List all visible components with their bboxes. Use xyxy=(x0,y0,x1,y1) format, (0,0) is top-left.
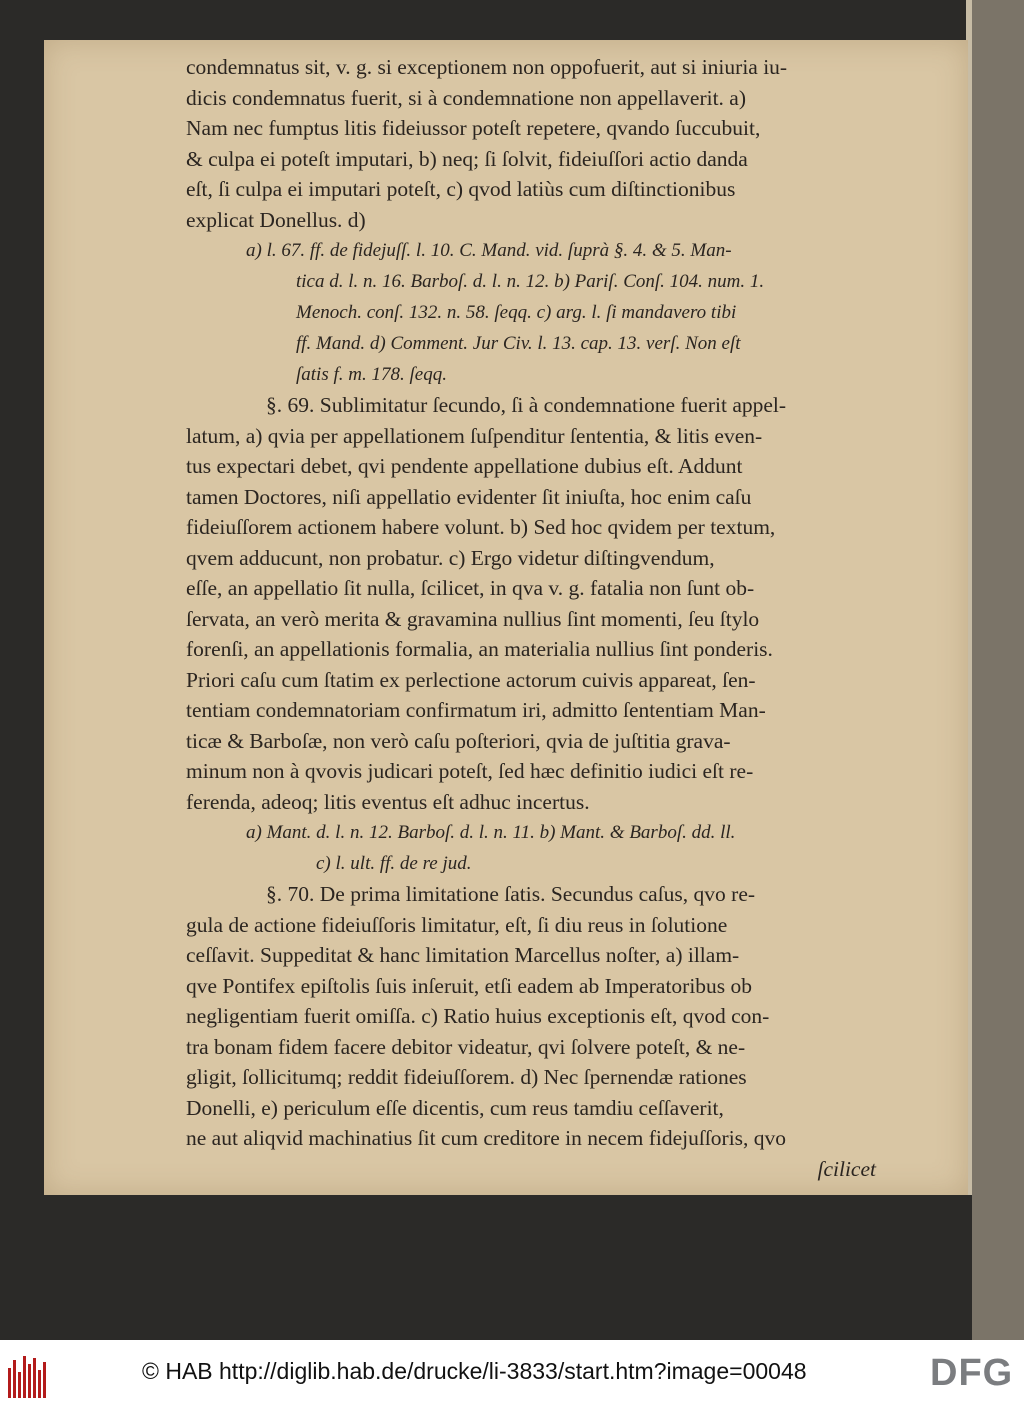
text-line: forenſi, an appellationis formalia, an materialia nullius ſint ponderis. xyxy=(186,637,773,661)
text-line: Nam nec fumptus litis fideiussor poteſt repetere, qvando ſuccubuit, xyxy=(186,116,761,140)
hab-logo-icon xyxy=(8,1354,48,1398)
text-line: eſt, ſi culpa ei imputari poteſt, c) qvod latiùs cum diſtinctionibus xyxy=(186,177,736,201)
section-heading-line: §. 70. De prima limitatione ſatis. Secundus caſus, qvo re- xyxy=(266,882,756,906)
text-line: explicat Donellus. d) xyxy=(186,207,366,232)
text-line: Donelli, e) periculum eſſe dicentis, cum reus tamdiu ceſſaverit, xyxy=(186,1095,724,1120)
footnotes-block-2 xyxy=(186,817,906,879)
text-line: ferenda, adeoq; litis eventus eſt adhuc incertus. xyxy=(186,789,590,814)
text-line: tentiam condemnatoriam confirmatum iri, admitto ſententiam Man- xyxy=(186,698,766,722)
text-line: dicis condemnatus fuerit, si à condemnatione non appellaverit. a) xyxy=(186,85,747,110)
footnote-line: a) l. 67. ff. de fidejuſſ. l. 10. C. Mand. vid. ſuprà §. 4. & 5. Man- xyxy=(246,240,732,261)
footnote-line: ff. Mand. d) Comment. Jur Civ. l. 13. cap. 13. verſ. Non eſt xyxy=(296,333,741,354)
text-line: negligentiam fuerit omiſſa. c) Ratio huius exceptionis eſt, qvod con- xyxy=(186,1004,770,1028)
text-line: tamen Doctores, niſi appellatio evidenter ſit iniuſta, hoc enim caſu xyxy=(186,484,752,509)
footnote-line: a) Mant. d. l. n. 12. Barboſ. d. l. n. 11. b) Mant. & Barboſ. dd. ll. xyxy=(246,822,736,843)
footnote-line: c) l. ult. ff. de re jud. xyxy=(316,853,472,874)
footnote-line: Menoch. conſ. 132. n. 58. ſeqq. c) arg. l. ſi mandavero tibi xyxy=(296,302,737,323)
dfg-logo: DFG xyxy=(930,1352,1014,1394)
text-line: gligit, ſollicitumq; reddit fideiuſſorem. d) Nec ſpernendæ rationes xyxy=(186,1065,747,1089)
text-line: qvem adducunt, non probatur. c) Ergo videtur diſtingvendum, xyxy=(186,545,715,570)
opening-paragraph xyxy=(186,52,906,235)
text-line: tra bonam fidem facere debitor videatur, qvi ſolvere poteſt, & ne- xyxy=(186,1034,746,1059)
footnote-line: ſatis f. m. 178. ſeqq. xyxy=(296,364,447,385)
footnote-line: tica d. l. n. 16. Barboſ. d. l. n. 12. b) Pariſ. Conſ. 104. num. 1. xyxy=(296,271,765,292)
text-line: ceſſavit. Suppeditat & hanc limitation Marcellus noſter, a) illam- xyxy=(186,943,740,967)
scan-board-edge xyxy=(972,0,1024,1340)
section-heading-line: §. 69. Sublimitatur ſecundo, ſi à condemnatione fuerit appel- xyxy=(266,393,787,417)
text-line: minum non à qvovis judicari poteſt, ſed hæc definitio iudici eſt re- xyxy=(186,759,754,783)
text-line: ne aut aliqvid machinatius ſit cum creditore in necem fidejuſſoris, qvo xyxy=(186,1126,787,1150)
text-line: ticæ & Barboſæ, non verò caſu poſteriori, qvia de juſtitia grava- xyxy=(186,728,731,753)
text-line: fideiuſſorem actionem habere volunt. b) Sed hoc qvidem per textum, xyxy=(186,515,776,539)
viewer-footer xyxy=(0,1340,1024,1412)
text-line: gula de actione fideiuſſoris limitatur, eſt, ſi diu reus in ſolutione xyxy=(186,912,728,937)
text-line: eſſe, an appellatio ſit nulla, ſcilicet, in qva v. g. fatalia non ſunt ob- xyxy=(186,576,755,600)
copyright-link[interactable]: © HAB http://diglib.hab.de/drucke/li-3833/start.htm?image=00048 xyxy=(142,1358,807,1384)
text-line: & culpa ei poteſt imputari, b) neq; ſi ſolvit, fideiuſſori actio danda xyxy=(186,146,748,171)
paragraph-70 xyxy=(186,879,906,1154)
text-line: tus expectari debet, qvi pendente appellatione dubius eſt. Addunt xyxy=(186,454,743,478)
text-line: latum, a) qvia per appellationem ſuſpenditur ſententia, & litis even- xyxy=(186,423,763,448)
page-text xyxy=(186,52,906,1184)
text-line: Priori caſu cum ſtatim ex perlectione actorum cuivis appareat, ſen- xyxy=(186,667,756,692)
catchword: ſcilicet xyxy=(817,1156,876,1181)
paragraph-69 xyxy=(186,390,906,817)
text-line: condemnatus sit, v. g. si exceptionem non oppofuerit, aut si iniuria iu- xyxy=(186,55,788,79)
footnotes-block-1 xyxy=(186,235,906,390)
text-line: ſervata, an verò merita & gravamina nullius ſint momenti, ſeu ſtylo xyxy=(186,606,760,631)
text-line: qve Pontifex epiſtolis ſuis inſeruit, etſi eadem ab Imperatoribus ob xyxy=(186,973,753,998)
